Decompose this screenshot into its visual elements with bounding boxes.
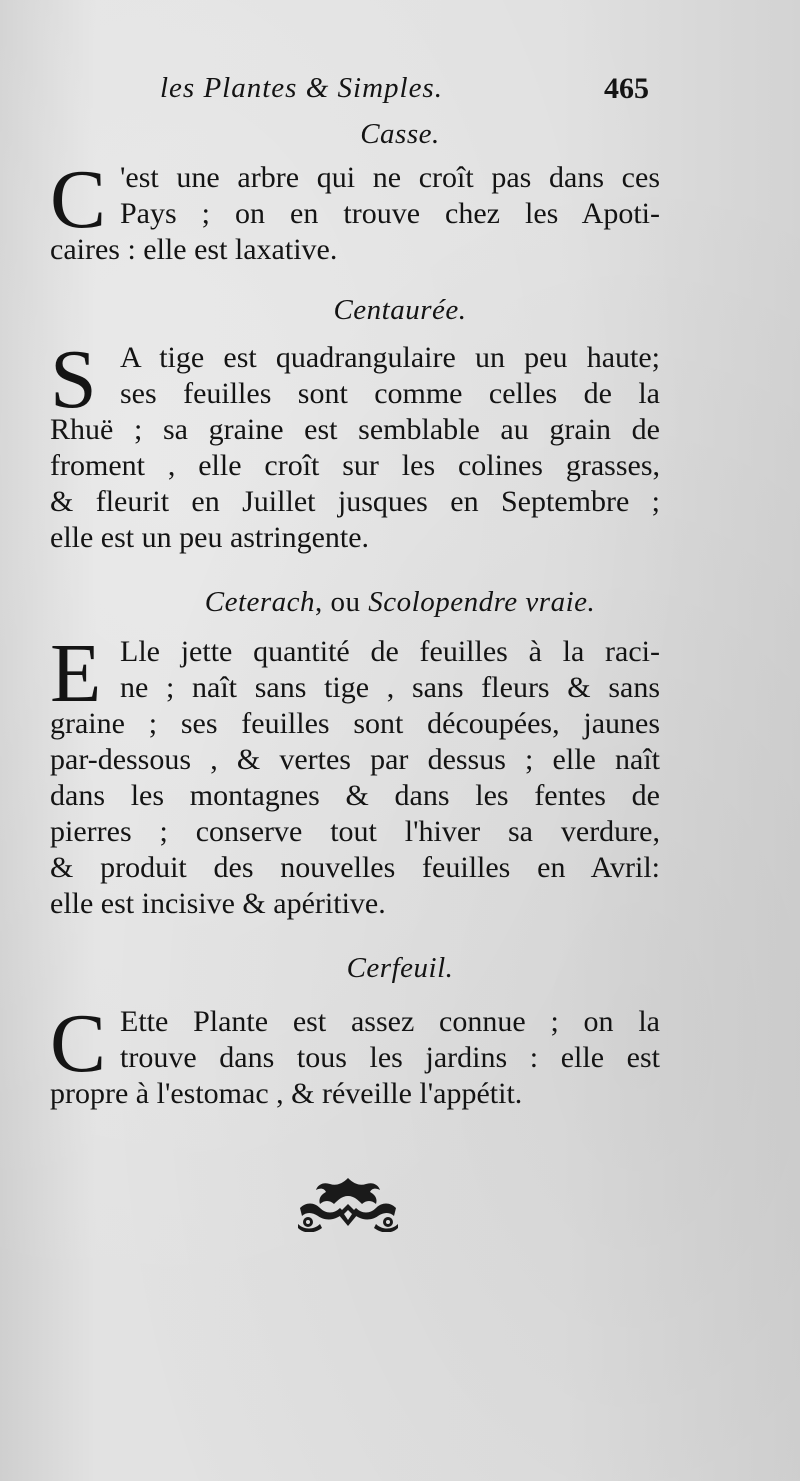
- entry-cerfeuil: [50, 997, 660, 1112]
- heading-part: Scolopendre vraie.: [368, 586, 596, 618]
- text-line: dans les montagnes & dans les fentes de: [50, 779, 660, 812]
- section-heading-ceterach: [0, 586, 800, 619]
- section-heading-centauree: Centaurée.: [333, 294, 467, 326]
- text-line: 'est une arbre qui ne croît pas dans ces: [120, 161, 660, 194]
- text-line: caires : elle est laxative.: [50, 233, 338, 266]
- drop-cap: C: [50, 153, 107, 246]
- entry-ceterach: [50, 627, 660, 922]
- section-heading-casse: Casse.: [360, 118, 440, 150]
- text-line: par-dessous , & vertes par dessus ; elle naît: [50, 743, 660, 776]
- heading-part: , ou: [315, 586, 361, 618]
- text-line: elle est incisive & apéritive.: [50, 887, 386, 920]
- text-line: A tige est quadrangulaire un peu haute;: [120, 341, 660, 374]
- text-line: ne ; naît sans tige , sans fleurs & sans: [120, 671, 660, 704]
- entry-centauree: [50, 333, 660, 556]
- text-line: froment , elle croît sur les colines grasses,: [50, 449, 660, 482]
- text-line: Pays ; on en trouve chez les Apoti-: [120, 197, 660, 230]
- printer-ornament-icon: [296, 1174, 400, 1232]
- drop-cap: E: [50, 627, 102, 720]
- text-line: pierres ; conserve tout l'hiver sa verdure,: [50, 815, 660, 848]
- text-line: trouve dans tous les jardins : elle est: [120, 1041, 660, 1074]
- heading-part: Ceterach: [204, 586, 316, 618]
- running-head: [0, 72, 800, 112]
- drop-cap: S: [50, 333, 97, 426]
- text-line: Rhuë ; sa graine est semblable au grain de: [50, 413, 660, 446]
- text-line: Ette Plante est assez connue ; on la: [120, 1005, 660, 1038]
- section-heading-cerfeuil: Cerfeuil.: [346, 952, 454, 984]
- text-line: & fleurit en Juillet jusques en Septembre ;: [50, 485, 660, 518]
- text-line: propre à l'estomac , & réveille l'appétit.: [50, 1077, 523, 1110]
- drop-cap: C: [50, 997, 107, 1090]
- page-number: 465: [604, 72, 649, 105]
- text-line: Lle jette quantité de feuilles à la raci-: [120, 635, 660, 668]
- text-line: elle est un peu astringente.: [50, 521, 370, 554]
- text-line: ses feuilles sont comme celles de la: [120, 377, 660, 410]
- text-line: graine ; ses feuilles sont découpées, jaunes: [50, 707, 660, 740]
- running-title: les Plantes & Simples.: [160, 72, 443, 104]
- text-line: & produit des nouvelles feuilles en Avril:: [50, 851, 660, 884]
- entry-casse: [50, 153, 660, 268]
